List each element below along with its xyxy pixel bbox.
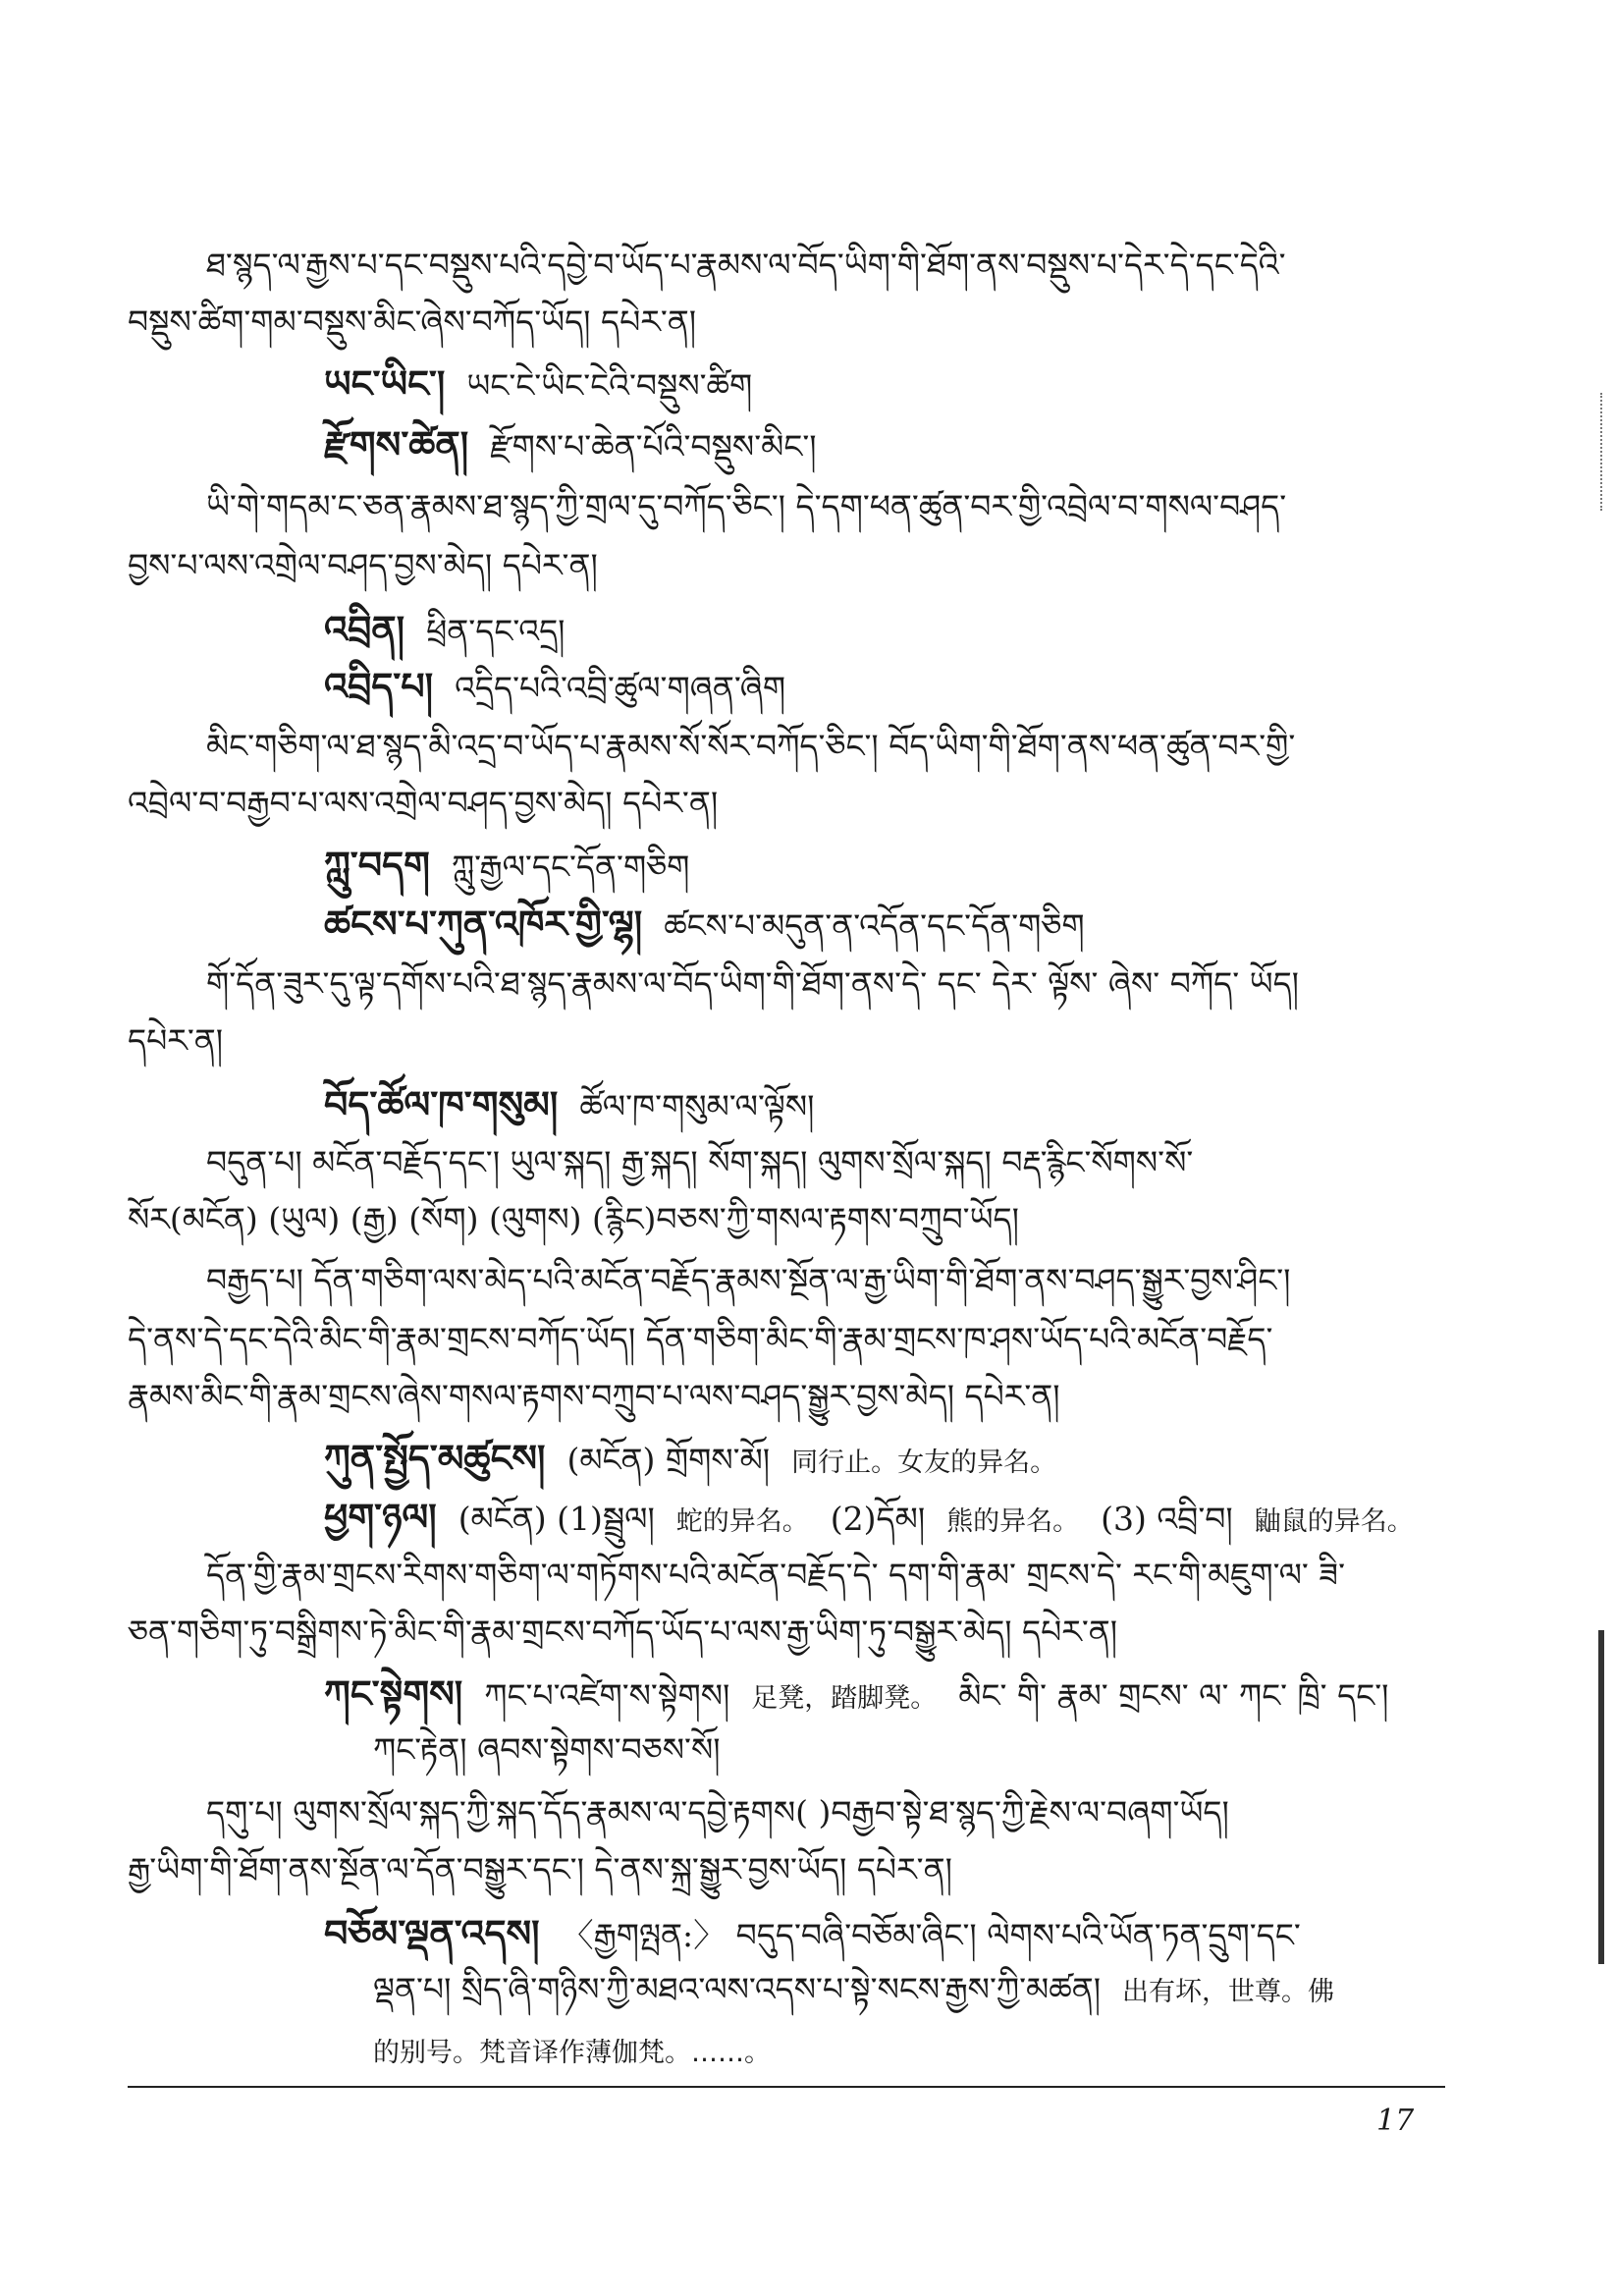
- text-line: [206, 1793, 1251, 1832]
- tibetan-text: མིང་ གི་ རྣམ་ གྲངས་ ལ་ ཀང་ ཁྲི་ དང་།: [958, 1676, 1389, 1715]
- text-line: [128, 1613, 1139, 1652]
- tibetan-text: ཅན་གཅིག་ཏུ་བསྒྲིགས་ཏེ་མིང་གི་རྣམ་གྲངས་བཀོད་ཡོད་པ་ལས་རྒྱ་ཡིག་ཏུ་བསྒྱུར་མེད། དཔེར་ན།: [128, 1613, 1118, 1651]
- headword: ཕྱག་ཉལ།: [324, 1495, 437, 1539]
- text-line: [128, 1200, 1041, 1239]
- tibetan-text: སོར(མངོན) (ཡུལ) (རྒྱ) (སོག) (ལུགས) (རྙིང)བཅས་ཀྱི་གསལ་རྟགས་བཀྲུབ་ཡོད།: [128, 1200, 1019, 1238]
- tibetan-text: གོ་དོན་ཟུར་དུ་ལྟ་དགོས་པའི་ཐ་སྙད་རྣམས་ལ་བོད་ཡིག་གི་ཐོག་ནས་དེ་ དང་ དེར་ ལྟོས་ ཞེས་ བཀོད་ ཡོད།: [206, 964, 1299, 1003]
- tibetan-text: ཀང་པ་འཛེག་ས་སྟེགས།: [484, 1676, 730, 1715]
- headword: བཅོམ་ལྡན་འདས།: [324, 1911, 540, 1955]
- tibetan-text: (མངོན) གྲོགས་མོ།: [566, 1441, 771, 1479]
- headword: ཀུན་སྤྱོད་མཚུངས།: [324, 1436, 546, 1480]
- text-line: [324, 1436, 1078, 1481]
- tibetan-text: ཀླུ་རྒྱལ་དང་དོན་གཅིག: [451, 847, 690, 886]
- headword: རྫོགས་ཚེན།: [324, 422, 469, 466]
- chinese-gloss: 熊的异名。: [946, 1506, 1080, 1537]
- text-line: [373, 1730, 742, 1770]
- tibetan-text: (2)དོམ།: [830, 1500, 926, 1538]
- tibetan-text: རྣམས་མིང་གི་རྣམ་གྲངས་ཞེས་གསལ་རྟགས་བཀྲུབ་པ་ལས་བཤད་སྒྱུར་བྱས་མེད། དཔེར་ན།: [128, 1377, 1060, 1415]
- headword: བོད་ཚོལ་ཁ་གསུམ།: [324, 1082, 559, 1126]
- tibetan-text: ཀང་རྟེན། ཞབས་སྟེགས་བཅས་སོ།: [373, 1730, 721, 1769]
- headword: འབྲིན།: [324, 607, 405, 651]
- page-number: 17: [1376, 2104, 1415, 2138]
- tibetan-text: ཐ་སྙད་ལ་རྒྱས་པ་དང་བསྡུས་པའི་དབྱེ་བ་ཡོད་པ་རྣམས་ལ་བོད་ཡིག་གི་ཐོག་ནས་བསྡུས་པ་དེར་དེ་དང་དེའི་: [206, 246, 1286, 284]
- text-line: [373, 1970, 1356, 2009]
- tibetan-text: 〈རྒྱགལྤན:〉 བདུད་བཞི་བཅོམ་ཞིང་། ལེགས་པའི་ཡོན་ཏན་དྲུག་དང་: [561, 1916, 1301, 1954]
- tibetan-text: མིང་གཅིག་ལ་ཐ་སྙད་མི་འདྲ་བ་ཡོད་པ་རྣམས་སོ་སོར་བཀོད་ཅིང་། བོད་ཡིག་གི་ཐོག་ནས་ཕན་ཚུན་བར་གྱི་: [206, 727, 1296, 765]
- text-line: [324, 1495, 1435, 1540]
- chinese-gloss: 足凳，踏脚凳。: [751, 1683, 938, 1714]
- text-line: [324, 1082, 836, 1127]
- tibetan-text: ཚོལ་ཁ་གསུམ་ལ་ལྟོས།: [579, 1087, 815, 1125]
- tibetan-text: ཕྲིན་དང་འདྲ།: [426, 612, 566, 650]
- headword: འབྲིད་པ།: [324, 664, 434, 708]
- scan-edge-marks: [1600, 393, 1612, 511]
- text-line: [128, 1377, 1082, 1416]
- tibetan-text: དཔེར་ན།: [128, 1021, 224, 1060]
- tibetan-text: ཡང་ངེ་ཡིང་ངེའི་བསྡུས་ཚིག: [466, 366, 753, 405]
- headword: ཀང་སྟེགས།: [324, 1671, 463, 1716]
- tibetan-text: དོན་གྱི་རྣམ་གྲངས་རིགས་གཅིག་ལ་གཏོགས་པའི་མངོན་བརྗོད་དེ་ དག་གི་རྣམ་ གྲངས་དེ་ རང་གི་མཇུག་ལ་ ཟི་: [206, 1556, 1345, 1594]
- tibetan-text: ཡི་གེ་གདམ་ང་ཅན་རྣམས་ཐ་སྙད་ཀྱི་གྲལ་དུ་བཀོད་ཅིང་། དེ་དག་ཕན་ཚུན་བར་གྱི་འབྲེལ་བ་གསལ་བཤད་: [206, 487, 1287, 525]
- text-line: [128, 546, 619, 585]
- tibetan-text: བྱས་པ་ལས་འགྲེལ་བཤད་བྱས་མེད། དཔེར་ན།: [128, 546, 598, 584]
- tibetan-text: འབྲེལ་བ་བརྒྱབ་པ་ལས་འགྲེལ་བཤད་བྱས་མེད། དཔེར་ན།: [128, 784, 719, 822]
- tibetan-text: དགུ་པ། ལུགས་སྲོལ་སྐད་ཀྱི་སྐད་དོད་རྣམས་ལ་དབྱེ་རྟགས( )བརྒྱབ་སྟེ་ཐ་སྙད་ཀྱི་རྗེས་ལ་བཞག་ཡོད།: [206, 1793, 1229, 1831]
- text-line: [324, 361, 774, 407]
- chinese-gloss: 的别号。梵音译作薄伽梵。……。: [373, 2038, 771, 2068]
- chinese-gloss: 鼬鼠的异名。: [1254, 1506, 1414, 1537]
- text-line: [206, 246, 1308, 285]
- text-line: [128, 1850, 974, 1889]
- headword: ཀླུ་བདག: [324, 843, 430, 887]
- text-line: [324, 422, 838, 467]
- chinese-gloss: 同行止。女友的异名。: [791, 1448, 1057, 1478]
- tibetan-text: (མངོན) (1)སྦྲུལ།: [458, 1500, 655, 1538]
- text-line: [324, 843, 711, 888]
- tibetan-text: བདུན་པ། མངོན་བརྗོད་དང་། ཡུལ་སྐད། རྒྱ་སྐད། སོག་སྐད། ལུགས་སྲོལ་སྐད། བརྡ་རྙིང་སོགས་སོ་: [206, 1143, 1194, 1181]
- text-line: [373, 2031, 792, 2070]
- text-line: [206, 487, 1308, 526]
- text-line: [128, 1021, 244, 1061]
- text-line: [206, 1261, 1313, 1300]
- text-line: [128, 784, 739, 823]
- scan-edge-bar: [1598, 1630, 1604, 1964]
- text-line: [206, 1143, 1214, 1182]
- tibetan-text: ཚངས་པ་མདུན་ན་འདོན་དང་དོན་གཅིག: [664, 906, 1085, 945]
- text-line: [324, 902, 1106, 947]
- tibetan-text: (3) འབྲི་བ།: [1101, 1500, 1233, 1538]
- text-line: [324, 664, 807, 709]
- headword: ཚངས་པ་ཀུན་འཁོར་གྱི་ལྷ།: [324, 902, 643, 946]
- tibetan-text: བསྡུས་ཚིག་གམ་བསྡུས་མིང་ཞེས་བཀོད་ཡོད། དཔེར་ན།: [128, 302, 697, 341]
- text-line: [206, 1556, 1367, 1595]
- chinese-gloss: 蛇的异名。: [675, 1506, 809, 1537]
- tibetan-text: རྫོགས་པ་ཆེན་པོའི་བསྡུས་མིང་།: [490, 427, 817, 465]
- text-line: [324, 1671, 1410, 1717]
- footer-rule: [128, 2086, 1445, 2088]
- tibetan-text: ལྡན་པ། སྲིད་ཞི་གཉིས་ཀྱི་མཐའ་ལས་འདས་པ་སྟེ་སངས་རྒྱས་ཀྱི་མཚན།: [373, 1970, 1102, 2008]
- text-line: [128, 302, 718, 342]
- headword: ཡང་ཡིང་།: [324, 361, 446, 406]
- tibetan-text: རྒྱ་ཡིག་གི་ཐོག་ནས་སྔོན་ལ་དོན་བསྒྱུར་དང་། དེ་ནས་སྐྲ་སྒྱུར་བྱས་ཡོད། དཔེར་ན།: [128, 1850, 952, 1888]
- text-line: [206, 964, 1320, 1004]
- tibetan-text: འདྲིད་པའི་འབྲི་ཚུལ་གཞན་ཞིག: [455, 669, 786, 707]
- text-line: [206, 727, 1317, 766]
- text-line: [324, 1911, 1322, 1956]
- text-line: [324, 607, 587, 652]
- chinese-gloss: 出有坏，世尊。佛: [1122, 1977, 1335, 2007]
- tibetan-text: བརྒྱད་པ། དོན་གཅིག་ལས་མེད་པའི་མངོན་བརྗོད་རྣམས་སྔོན་ལ་རྒྱ་ཡིག་གི་ཐོག་ནས་བཤད་སྒྱུར་བྱས་ཤིང་།: [206, 1261, 1291, 1299]
- tibetan-text: དེ་ནས་དེ་དང་དེའི་མིང་གི་རྣམ་གྲངས་བཀོད་ཡོད། དོན་གཅིག་མིང་གི་རྣམ་གྲངས་ཁ་ཤས་ཡོད་པའི་མངོན་བརྗོད་: [128, 1320, 1273, 1358]
- text-line: [128, 1320, 1294, 1359]
